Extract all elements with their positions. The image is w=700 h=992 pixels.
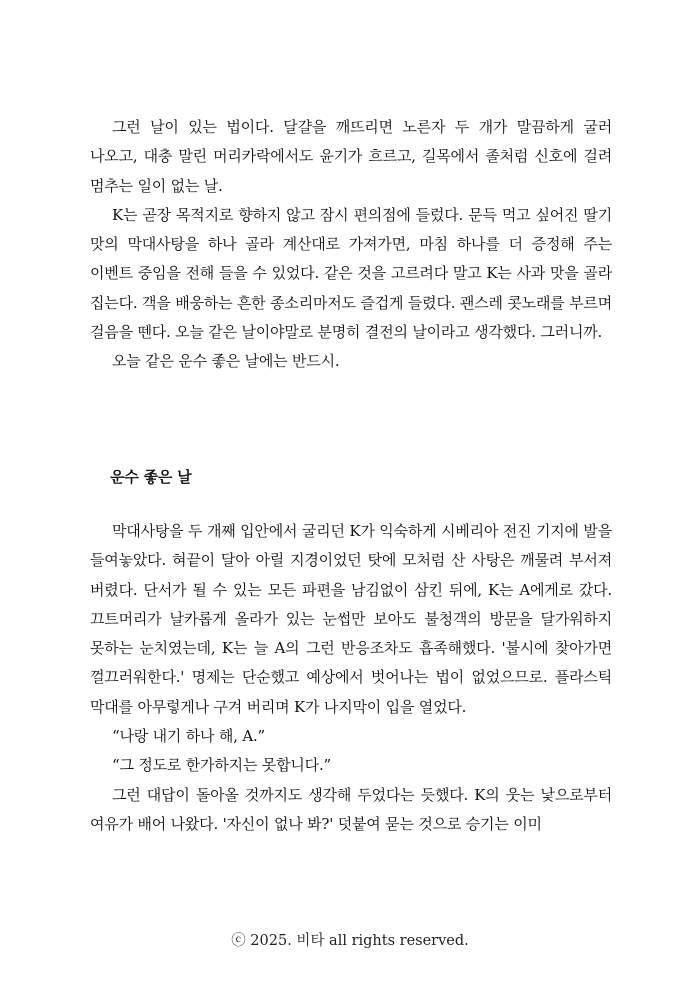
paragraph: 그런 대답이 돌아올 것까지도 생각해 두었다는 듯했다. K의 웃는 낯으로부터 여유가 배어 나왔다. '자신이 없나 봐?' 덧붙여 묻는 것으로 승기는 이미 xyxy=(90,785,612,833)
paragraph: 그런 날이 있는 법이다. 달걀을 깨뜨리면 노른자 두 개가 말끔하게 굴러 나오고, 대충 말린 머리카락에서도 윤기가 흐르고, 길목에서 졸처럼 신호에 걸려 멈추는 일이 없는 날. xyxy=(90,118,612,195)
paragraph: 오늘 같은 운수 좋은 날에는 반드시. xyxy=(112,352,340,371)
section-two-body xyxy=(90,517,612,839)
paragraph: 막대사탕을 두 개째 입안에서 굴리던 K가 익숙하게 시베리아 전진 기지에 발을 들여놓았다. 혀끝이 달아 아릴 지경이었던 탓에 모처럼 산 사탕은 깨물려 부서져 버렸다. 단서가 될 수 있는 모든 파편을 남김없이 삼킨 뒤에, K는 A에게로 갔다. 끄트머리가 날카롭게 올라가 있는 눈썹만 보아도 불청객의 방문을 달가워하지 못하는 눈치였는데, K는 늘 A의 그런 반응조차도 흡족해했다. '불시에 찾아가면 껄끄러워한다.' 명제는 단순했고 예상에서 벗어나는 법이 없었으므로. 플라스틱 막대를 아무렇게나 구겨 버리며 K가 나지막이 입을 열었다. xyxy=(90,522,612,716)
paragraph: K는 곧장 목적지로 향하지 않고 잠시 편의점에 들렀다. 문득 먹고 싶어진 딸기 맛의 막대사탕을 하나 골라 계산대로 가져가면, 마침 하나를 더 증정해 주는 이벤트 중임을 전해 들을 수 있었다. 같은 것을 고르려다 말고 K는 사과 맛을 골라 집는다. 객을 배웅하는 흔한 종소리마저도 즐겁게 들렸다. 괜스레 콧노래를 부르며 걸음을 뗀다. 오늘 같은 날이야말로 분명히 결전의 날이라고 생각했다. 그러니까. xyxy=(90,205,612,342)
copyright-footer: ⓒ 2025. 비타 all rights reserved. xyxy=(231,933,469,949)
section-heading: 운수 좋은 날 xyxy=(110,468,192,486)
dialogue-line: “그 정도로 한가하지는 못합니다.” xyxy=(112,756,331,775)
dialogue-line: “나랑 내기 하나 해, A.” xyxy=(112,727,266,746)
section-one-body xyxy=(90,113,612,377)
